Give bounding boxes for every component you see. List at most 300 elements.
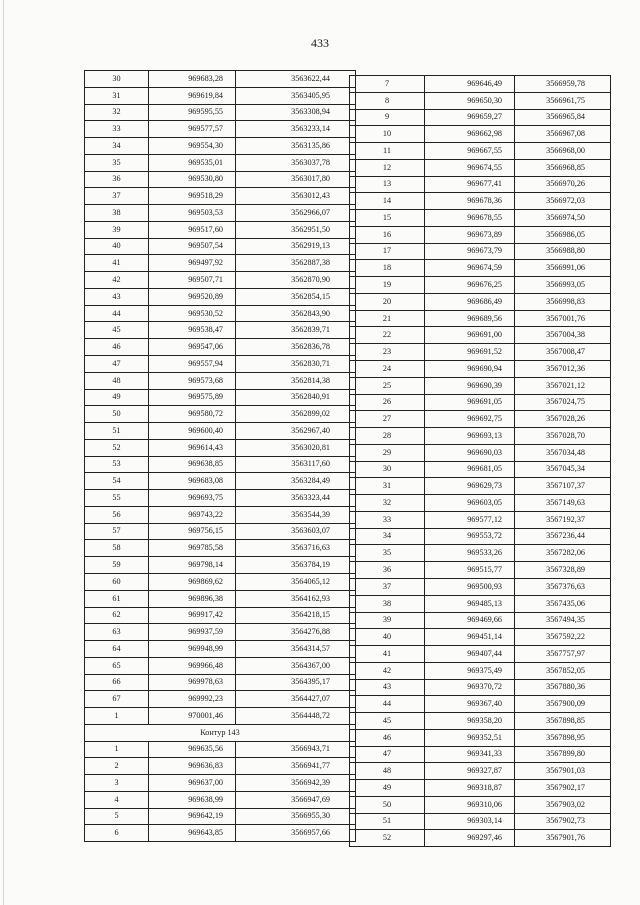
table-row (85, 573, 356, 590)
point-number-cell: 1 (85, 741, 149, 758)
table-row (85, 138, 356, 155)
table-row (350, 92, 611, 109)
table-row (350, 713, 611, 730)
x-coordinate-cell: 969683,08 (149, 473, 236, 490)
y-coordinate-cell: 3567880,36 (515, 679, 611, 696)
point-number-cell: 43 (85, 288, 149, 305)
x-coordinate-cell: 969676,25 (425, 277, 515, 294)
point-number-cell: 15 (350, 210, 425, 227)
table-row (85, 121, 356, 138)
point-number-cell: 42 (85, 272, 149, 289)
point-number-cell: 37 (350, 578, 425, 595)
point-number-cell: 36 (350, 562, 425, 579)
y-coordinate-cell: 3563037,78 (236, 154, 356, 171)
point-number-cell: 50 (85, 406, 149, 423)
y-coordinate-cell: 3564427,07 (236, 691, 356, 708)
point-number-cell: 55 (85, 490, 149, 507)
point-number-cell: 66 (85, 674, 149, 691)
point-number-cell: 30 (85, 71, 149, 88)
table-row (85, 71, 356, 88)
y-coordinate-cell: 3564395,17 (236, 674, 356, 691)
x-coordinate-cell: 969517,60 (149, 221, 236, 238)
point-number-cell: 31 (350, 478, 425, 495)
point-number-cell: 16 (350, 226, 425, 243)
point-number-cell: 51 (350, 813, 425, 830)
point-number-cell: 4 (85, 791, 149, 808)
y-coordinate-cell: 3567592,22 (515, 629, 611, 646)
x-coordinate-cell: 969303,14 (425, 813, 515, 830)
x-coordinate-cell: 969557,94 (149, 356, 236, 373)
point-number-cell: 20 (350, 293, 425, 310)
y-coordinate-cell: 3567376,63 (515, 578, 611, 595)
point-number-cell: 41 (85, 255, 149, 272)
y-coordinate-cell: 3566968,00 (515, 143, 611, 160)
x-coordinate-cell: 969674,59 (425, 260, 515, 277)
x-coordinate-cell: 969515,77 (425, 562, 515, 579)
x-coordinate-cell: 969600,40 (149, 423, 236, 440)
table-row (350, 277, 611, 294)
x-coordinate-cell: 969367,40 (425, 696, 515, 713)
table-row (85, 490, 356, 507)
table-row (350, 545, 611, 562)
x-coordinate-cell: 969678,55 (425, 210, 515, 227)
x-coordinate-cell: 969896,38 (149, 590, 236, 607)
x-coordinate-cell: 969691,52 (425, 344, 515, 361)
point-number-cell: 53 (85, 456, 149, 473)
y-coordinate-cell: 3562840,91 (236, 389, 356, 406)
x-coordinate-cell: 969686,49 (425, 293, 515, 310)
point-number-cell: 10 (350, 126, 425, 143)
table-row (350, 310, 611, 327)
point-number-cell: 34 (350, 528, 425, 545)
x-coordinate-cell: 969580,72 (149, 406, 236, 423)
x-coordinate-cell: 969297,46 (425, 830, 515, 847)
table-row (350, 377, 611, 394)
point-number-cell: 43 (350, 679, 425, 696)
x-coordinate-cell: 969674,55 (425, 159, 515, 176)
x-coordinate-cell: 969469,66 (425, 612, 515, 629)
point-number-cell: 22 (350, 327, 425, 344)
x-coordinate-cell: 969327,87 (425, 763, 515, 780)
y-coordinate-cell: 3562966,07 (236, 205, 356, 222)
y-coordinate-cell: 3563603,07 (236, 523, 356, 540)
point-number-cell: 6 (85, 825, 149, 842)
table-row (85, 272, 356, 289)
table-row (350, 796, 611, 813)
point-number-cell: 40 (350, 629, 425, 646)
table-row (85, 657, 356, 674)
y-coordinate-cell: 3563020,81 (236, 439, 356, 456)
coordinates-table-left (84, 70, 356, 842)
x-coordinate-cell: 969575,89 (149, 389, 236, 406)
point-number-cell: 24 (350, 361, 425, 378)
table-row (85, 356, 356, 373)
x-coordinate-cell: 969500,93 (425, 578, 515, 595)
x-coordinate-cell: 969497,92 (149, 255, 236, 272)
x-coordinate-cell: 969673,89 (425, 226, 515, 243)
point-number-cell: 61 (85, 590, 149, 607)
x-coordinate-cell: 969743,22 (149, 506, 236, 523)
point-number-cell: 49 (85, 389, 149, 406)
table-row (350, 444, 611, 461)
table-row (85, 255, 356, 272)
y-coordinate-cell: 3567898,95 (515, 729, 611, 746)
table-row (85, 641, 356, 658)
table-row (350, 428, 611, 445)
point-number-cell: 7 (350, 76, 425, 93)
x-coordinate-cell: 969693,75 (149, 490, 236, 507)
point-number-cell: 18 (350, 260, 425, 277)
x-coordinate-cell: 969614,43 (149, 439, 236, 456)
point-number-cell: 17 (350, 243, 425, 260)
point-number-cell: 31 (85, 87, 149, 104)
table-row (350, 344, 611, 361)
point-number-cell: 29 (350, 444, 425, 461)
table-row (85, 154, 356, 171)
y-coordinate-cell: 3564367,00 (236, 657, 356, 674)
x-coordinate-cell: 969507,71 (149, 272, 236, 289)
y-coordinate-cell: 3567901,03 (515, 763, 611, 780)
x-coordinate-cell: 969690,39 (425, 377, 515, 394)
table-row (85, 322, 356, 339)
table-row (350, 830, 611, 847)
table-row (350, 729, 611, 746)
table-row (85, 540, 356, 557)
x-coordinate-cell: 969407,44 (425, 646, 515, 663)
point-number-cell: 33 (350, 511, 425, 528)
x-coordinate-cell: 969554,30 (149, 138, 236, 155)
point-number-cell: 23 (350, 344, 425, 361)
y-coordinate-cell: 3562839,71 (236, 322, 356, 339)
y-coordinate-cell: 3563784,19 (236, 557, 356, 574)
y-coordinate-cell: 3567757,97 (515, 646, 611, 663)
x-coordinate-cell: 969518,29 (149, 188, 236, 205)
y-coordinate-cell: 3562967,40 (236, 423, 356, 440)
x-coordinate-cell: 969636,83 (149, 758, 236, 775)
x-coordinate-cell: 969638,99 (149, 791, 236, 808)
point-number-cell: 19 (350, 277, 425, 294)
point-number-cell: 64 (85, 641, 149, 658)
x-coordinate-cell: 969547,06 (149, 339, 236, 356)
y-coordinate-cell: 3567107,37 (515, 478, 611, 495)
y-coordinate-cell: 3562887,38 (236, 255, 356, 272)
x-coordinate-cell: 969629,73 (425, 478, 515, 495)
table-row (85, 758, 356, 775)
y-coordinate-cell: 3563308,94 (236, 104, 356, 121)
x-coordinate-cell: 969662,98 (425, 126, 515, 143)
table-row (85, 674, 356, 691)
y-coordinate-cell: 3566972,03 (515, 193, 611, 210)
x-coordinate-cell: 969643,85 (149, 825, 236, 842)
table-row (85, 238, 356, 255)
y-coordinate-cell: 3563544,39 (236, 506, 356, 523)
point-number-cell: 45 (350, 713, 425, 730)
point-number-cell: 35 (85, 154, 149, 171)
y-coordinate-cell: 3566942,39 (236, 775, 356, 792)
point-number-cell: 12 (350, 159, 425, 176)
x-coordinate-cell: 969535,01 (149, 154, 236, 171)
table-row (85, 523, 356, 540)
x-coordinate-cell: 969691,00 (425, 327, 515, 344)
x-coordinate-cell: 969637,00 (149, 775, 236, 792)
x-coordinate-cell: 969553,72 (425, 528, 515, 545)
y-coordinate-cell: 3567900,09 (515, 696, 611, 713)
y-coordinate-cell: 3567008,47 (515, 344, 611, 361)
point-number-cell: 57 (85, 523, 149, 540)
point-number-cell: 30 (350, 461, 425, 478)
y-coordinate-cell: 3567898,85 (515, 713, 611, 730)
point-number-cell: 65 (85, 657, 149, 674)
point-number-cell: 40 (85, 238, 149, 255)
table-row (350, 612, 611, 629)
point-number-cell: 49 (350, 780, 425, 797)
table-row (350, 578, 611, 595)
x-coordinate-cell: 969692,75 (425, 411, 515, 428)
x-coordinate-cell: 969642,19 (149, 808, 236, 825)
x-coordinate-cell: 969937,59 (149, 624, 236, 641)
x-coordinate-cell: 969577,12 (425, 511, 515, 528)
x-coordinate-cell: 969638,85 (149, 456, 236, 473)
x-coordinate-cell: 969798,14 (149, 557, 236, 574)
point-number-cell: 41 (350, 646, 425, 663)
y-coordinate-cell: 3563716,63 (236, 540, 356, 557)
table-row (350, 226, 611, 243)
y-coordinate-cell: 3566957,66 (236, 825, 356, 842)
point-number-cell: 67 (85, 691, 149, 708)
point-number-cell: 42 (350, 662, 425, 679)
table-row (350, 327, 611, 344)
y-coordinate-cell: 3562951,50 (236, 221, 356, 238)
x-coordinate-cell: 969341,33 (425, 746, 515, 763)
table-row (350, 696, 611, 713)
x-coordinate-cell: 969683,28 (149, 71, 236, 88)
y-coordinate-cell: 3566986,05 (515, 226, 611, 243)
table-row (85, 791, 356, 808)
x-coordinate-cell: 969659,27 (425, 109, 515, 126)
point-number-cell: 48 (350, 763, 425, 780)
y-coordinate-cell: 3563622,44 (236, 71, 356, 88)
point-number-cell: 13 (350, 176, 425, 193)
y-coordinate-cell: 3567034,48 (515, 444, 611, 461)
y-coordinate-cell: 3567028,70 (515, 428, 611, 445)
section-header-row (85, 724, 356, 741)
x-coordinate-cell: 969948,99 (149, 641, 236, 658)
point-number-cell: 36 (85, 171, 149, 188)
x-coordinate-cell: 969507,54 (149, 238, 236, 255)
table-row (350, 495, 611, 512)
x-coordinate-cell: 969785,58 (149, 540, 236, 557)
y-coordinate-cell: 3562870,90 (236, 272, 356, 289)
x-coordinate-cell: 969503,53 (149, 205, 236, 222)
point-number-cell: 51 (85, 423, 149, 440)
y-coordinate-cell: 3567852,05 (515, 662, 611, 679)
table-row (85, 87, 356, 104)
point-number-cell: 59 (85, 557, 149, 574)
y-coordinate-cell: 3567903,02 (515, 796, 611, 813)
y-coordinate-cell: 3567494,35 (515, 612, 611, 629)
y-coordinate-cell: 3564065,12 (236, 573, 356, 590)
y-coordinate-cell: 3566991,06 (515, 260, 611, 277)
x-coordinate-cell: 969693,13 (425, 428, 515, 445)
coordinates-table-right (349, 75, 611, 847)
point-number-cell: 21 (350, 310, 425, 327)
point-number-cell: 60 (85, 573, 149, 590)
x-coordinate-cell: 969869,62 (149, 573, 236, 590)
x-coordinate-cell: 969966,48 (149, 657, 236, 674)
x-coordinate-cell: 969485,13 (425, 595, 515, 612)
point-number-cell: 39 (85, 221, 149, 238)
table-row (350, 646, 611, 663)
x-coordinate-cell: 969619,84 (149, 87, 236, 104)
x-coordinate-cell: 969756,15 (149, 523, 236, 540)
y-coordinate-cell: 3562830,71 (236, 356, 356, 373)
y-coordinate-cell: 3563233,14 (236, 121, 356, 138)
y-coordinate-cell: 3562814,38 (236, 372, 356, 389)
point-number-cell: 45 (85, 322, 149, 339)
x-coordinate-cell: 969530,80 (149, 171, 236, 188)
table-row (350, 629, 611, 646)
table-row (350, 210, 611, 227)
y-coordinate-cell: 3562919,13 (236, 238, 356, 255)
table-row (85, 406, 356, 423)
table-row (350, 260, 611, 277)
x-coordinate-cell: 969577,57 (149, 121, 236, 138)
point-number-cell: 46 (350, 729, 425, 746)
point-number-cell: 9 (350, 109, 425, 126)
point-number-cell: 54 (85, 473, 149, 490)
table-row (350, 159, 611, 176)
x-coordinate-cell: 969595,55 (149, 104, 236, 121)
y-coordinate-cell: 3567435,06 (515, 595, 611, 612)
point-number-cell: 44 (85, 305, 149, 322)
y-coordinate-cell: 3564448,72 (236, 708, 356, 725)
point-number-cell: 44 (350, 696, 425, 713)
x-coordinate-cell: 969690,94 (425, 361, 515, 378)
table-row (350, 76, 611, 93)
point-number-cell: 2 (85, 758, 149, 775)
y-coordinate-cell: 3567045,34 (515, 461, 611, 478)
table-row (85, 389, 356, 406)
point-number-cell: 32 (350, 495, 425, 512)
x-coordinate-cell: 970001,46 (149, 708, 236, 725)
table-row (85, 624, 356, 641)
point-number-cell: 38 (85, 205, 149, 222)
x-coordinate-cell: 969603,05 (425, 495, 515, 512)
point-number-cell: 56 (85, 506, 149, 523)
table-row (350, 143, 611, 160)
x-coordinate-cell: 969667,55 (425, 143, 515, 160)
table-row (350, 243, 611, 260)
table-row (350, 193, 611, 210)
table-row (85, 607, 356, 624)
table-row (85, 305, 356, 322)
y-coordinate-cell: 3566943,71 (236, 741, 356, 758)
y-coordinate-cell: 3564218,15 (236, 607, 356, 624)
y-coordinate-cell: 3563117,60 (236, 456, 356, 473)
y-coordinate-cell: 3564314,57 (236, 641, 356, 658)
y-coordinate-cell: 3567012,36 (515, 361, 611, 378)
y-coordinate-cell: 3566965,84 (515, 109, 611, 126)
table-row (85, 691, 356, 708)
x-coordinate-cell: 969678,36 (425, 193, 515, 210)
y-coordinate-cell: 3563405,95 (236, 87, 356, 104)
point-number-cell: 52 (85, 439, 149, 456)
point-number-cell: 34 (85, 138, 149, 155)
y-coordinate-cell: 3567282,06 (515, 545, 611, 562)
y-coordinate-cell: 3567902,17 (515, 780, 611, 797)
point-number-cell: 47 (350, 746, 425, 763)
contour-section-header: Контур 143 (85, 724, 356, 741)
y-coordinate-cell: 3562899,02 (236, 406, 356, 423)
x-coordinate-cell: 969691,05 (425, 394, 515, 411)
page-number: 433 (311, 36, 329, 50)
x-coordinate-cell: 969318,87 (425, 780, 515, 797)
table-row (85, 741, 356, 758)
point-number-cell: 38 (350, 595, 425, 612)
x-coordinate-cell: 969352,51 (425, 729, 515, 746)
point-number-cell: 33 (85, 121, 149, 138)
point-number-cell: 5 (85, 808, 149, 825)
x-coordinate-cell: 969530,52 (149, 305, 236, 322)
y-coordinate-cell: 3563017,80 (236, 171, 356, 188)
table-row (350, 461, 611, 478)
y-coordinate-cell: 3566988,80 (515, 243, 611, 260)
point-number-cell: 26 (350, 394, 425, 411)
table-row (350, 679, 611, 696)
point-number-cell: 62 (85, 607, 149, 624)
y-coordinate-cell: 3566993,05 (515, 277, 611, 294)
x-coordinate-cell: 969520,89 (149, 288, 236, 305)
x-coordinate-cell: 969677,41 (425, 176, 515, 193)
table-row (350, 411, 611, 428)
point-number-cell: 11 (350, 143, 425, 160)
point-number-cell: 28 (350, 428, 425, 445)
y-coordinate-cell: 3567902,73 (515, 813, 611, 830)
y-coordinate-cell: 3563012,43 (236, 188, 356, 205)
y-coordinate-cell: 3567001,76 (515, 310, 611, 327)
table-row (350, 109, 611, 126)
y-coordinate-cell: 3567192,37 (515, 511, 611, 528)
table-row (350, 394, 611, 411)
point-number-cell: 52 (350, 830, 425, 847)
table-row (350, 528, 611, 545)
table-row (85, 506, 356, 523)
y-coordinate-cell: 3566947,69 (236, 791, 356, 808)
x-coordinate-cell: 969917,42 (149, 607, 236, 624)
y-coordinate-cell: 3567028,26 (515, 411, 611, 428)
table-row (85, 808, 356, 825)
y-coordinate-cell: 3566961,75 (515, 92, 611, 109)
y-coordinate-cell: 3567899,80 (515, 746, 611, 763)
table-row (85, 221, 356, 238)
x-coordinate-cell: 969978,63 (149, 674, 236, 691)
x-coordinate-cell: 969538,47 (149, 322, 236, 339)
point-number-cell: 39 (350, 612, 425, 629)
table-row (85, 439, 356, 456)
point-number-cell: 46 (85, 339, 149, 356)
y-coordinate-cell: 3566974,50 (515, 210, 611, 227)
x-coordinate-cell: 969681,05 (425, 461, 515, 478)
table-row (350, 293, 611, 310)
x-coordinate-cell: 969370,72 (425, 679, 515, 696)
table-row (85, 473, 356, 490)
x-coordinate-cell: 969635,56 (149, 741, 236, 758)
x-coordinate-cell: 969690,03 (425, 444, 515, 461)
y-coordinate-cell: 3566967,08 (515, 126, 611, 143)
y-coordinate-cell: 3566959,78 (515, 76, 611, 93)
y-coordinate-cell: 3563135,86 (236, 138, 356, 155)
point-number-cell: 37 (85, 188, 149, 205)
